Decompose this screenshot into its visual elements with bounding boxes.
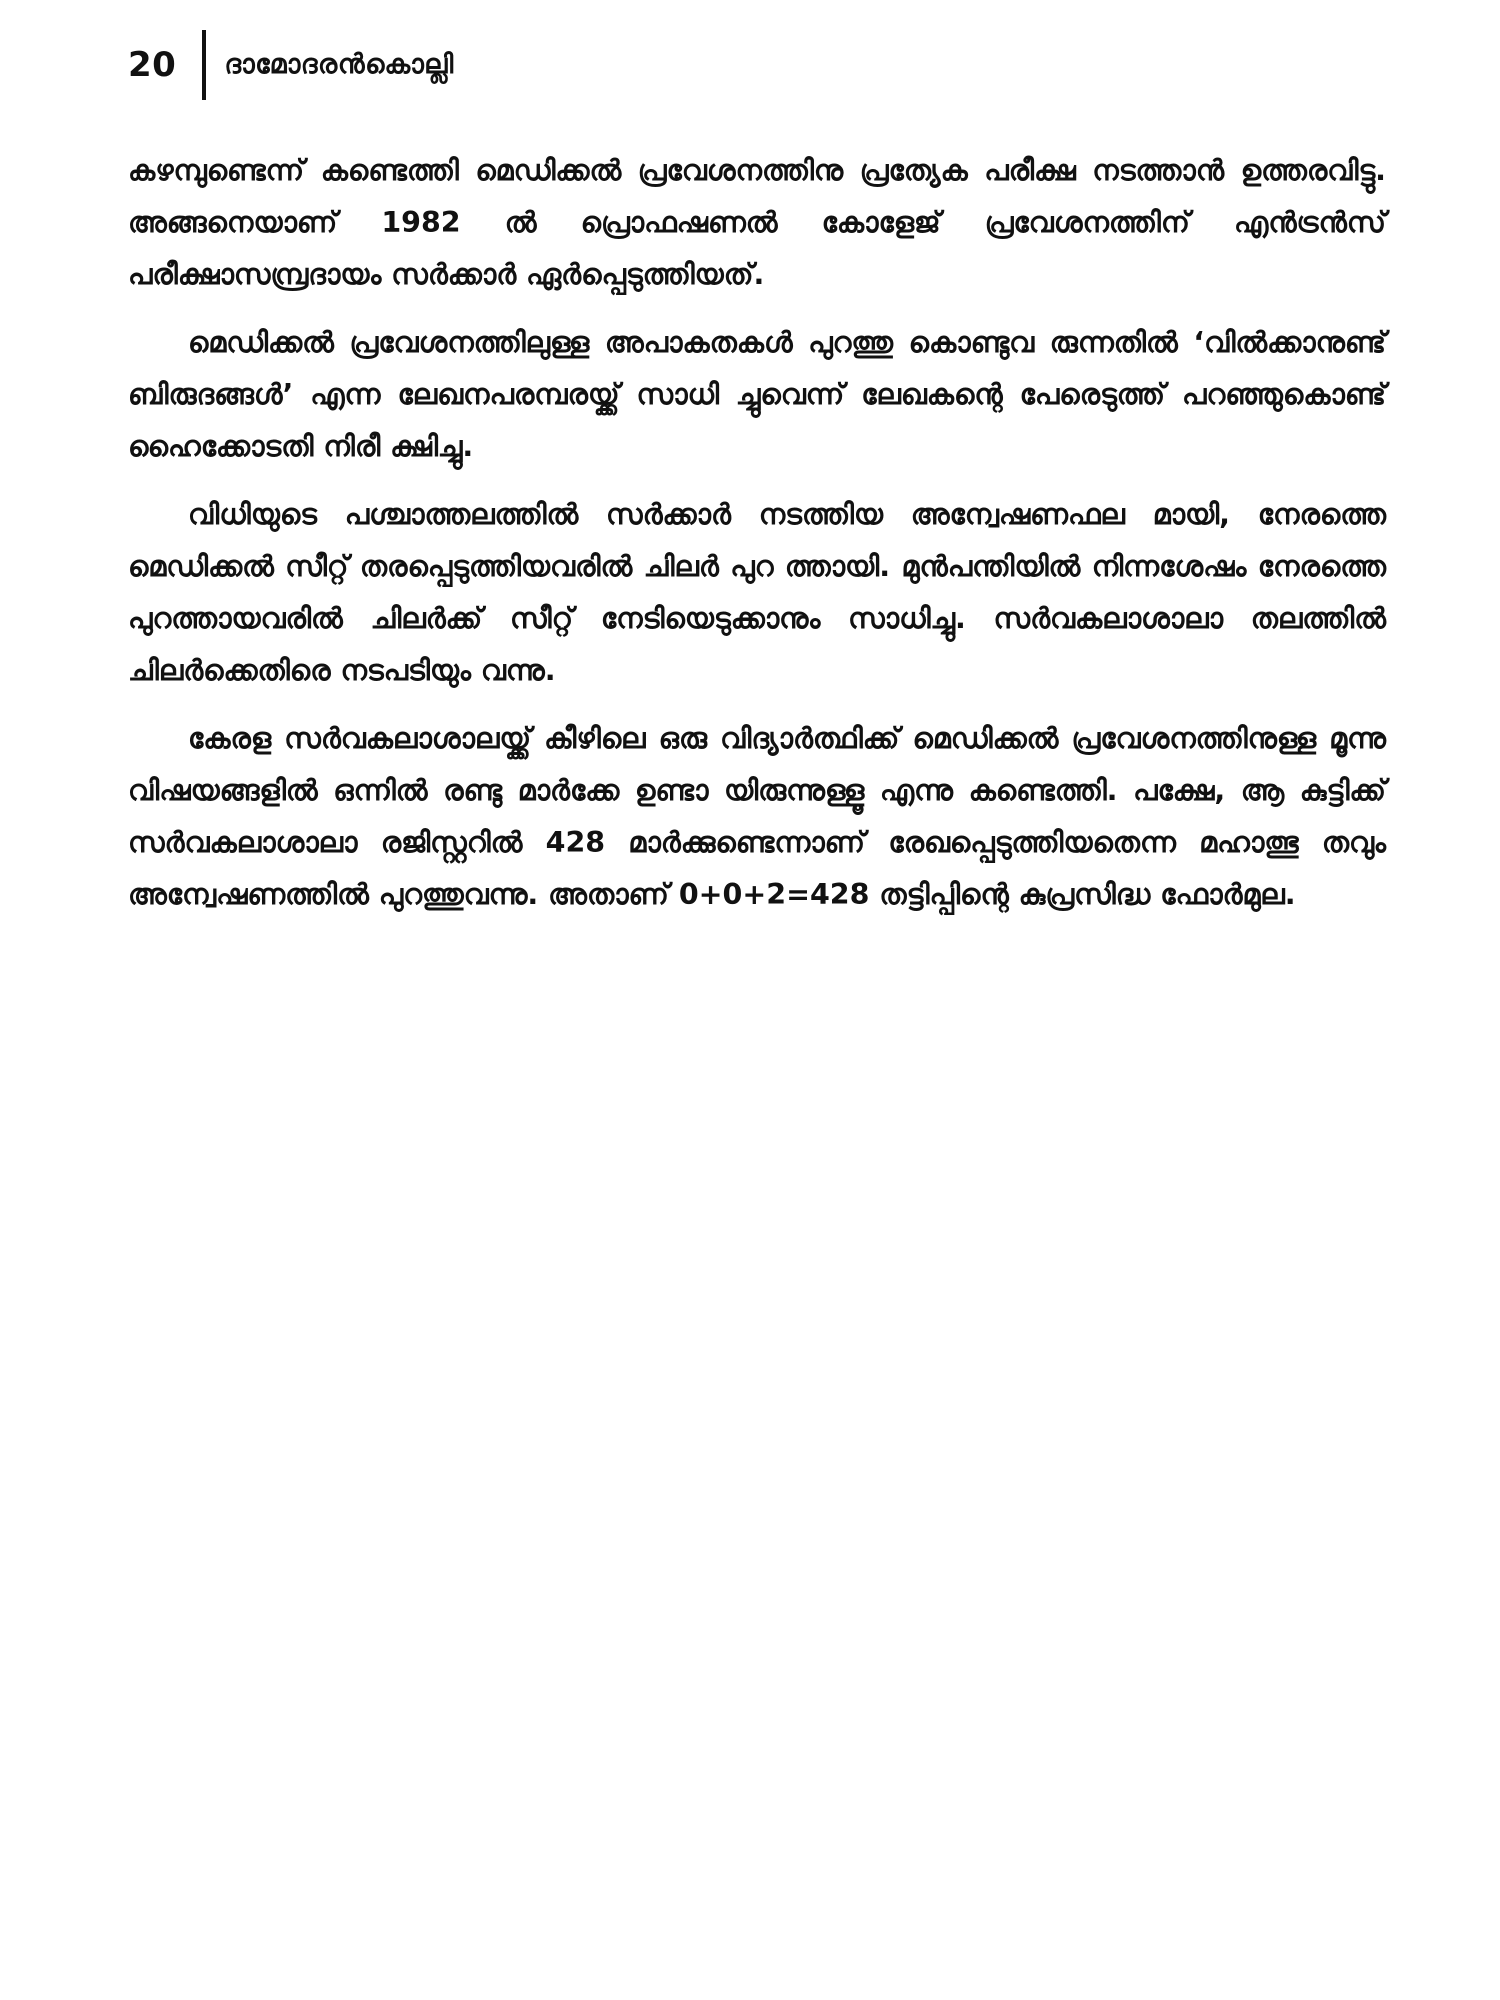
paragraph: വിധിയുടെ പശ്ചാത്തലത്തിൽ സർക്കാർ നടത്തിയ അന്വേഷണഫല മായി, നേരത്തെ മെഡിക്കൽ സീറ്റ് തരപ്പെടുത്തിയവരിൽ ചിലർ പുറ ത്തായി. മുൻപന്തിയിൽ നിന്നശേഷം നേരത്തെ പുറത്തായവരിൽ ചിലർക്ക് സീറ്റ് നേടിയെടുക്കാനും സാധിച്ചു. സർവകലാശാലാ തലത്തിൽ ചിലർക്കെതിരെ നടപടിയും വന്നു. [128, 498, 1386, 687]
header-divider [202, 30, 206, 100]
running-title: ദാമോദരൻകൊല്ലി [224, 49, 454, 80]
page-body [128, 145, 1386, 937]
paragraph: കഴമ്പുണ്ടെന്ന് കണ്ടെത്തി മെഡിക്കൽ പ്രവേശനത്തിനു പ്രത്യേക പരീക്ഷ നടത്താൻ ഉത്തരവിട്ടു. അങ്ങനെയാണ് 1982 ൽ പ്രൊഫഷണൽ കോളേജ് പ്രവേശനത്തിന് എൻട്രൻസ് പരീക്ഷാസമ്പ്രദായം സർക്കാർ ഏർപ്പെടുത്തിയത്. [128, 154, 1386, 291]
page-number: 20 [128, 45, 177, 85]
page-header [128, 30, 454, 100]
paragraph: മെഡിക്കൽ പ്രവേശനത്തിലുള്ള അപാകതകൾ പുറത്തു കൊണ്ടുവ രുന്നതിൽ ‘വിൽക്കാനുണ്ട് ബിരുദങ്ങൾ’ എന്ന ലേഖനപരമ്പരയ്ക്ക് സാധി ച്ചുവെന്ന് ലേഖകന്റെ പേരെടുത്ത് പറഞ്ഞുകൊണ്ട് ഹൈക്കോടതി നിരീ ക്ഷിച്ചു. [128, 326, 1386, 463]
paragraph: കേരള സർവകലാശാലയ്ക്ക് കീഴിലെ ഒരു വിദ്യാർത്ഥിക്ക് മെഡിക്കൽ പ്രവേശനത്തിനുള്ള മൂന്നു വിഷയങ്ങളിൽ ഒന്നിൽ രണ്ടു മാർക്കേ ഉണ്ടാ യിരുന്നുള്ളൂ എന്നു കണ്ടെത്തി. പക്ഷേ, ആ കുട്ടിക്ക് സർവകലാശാലാ രജിസ്റ്ററിൽ 428 മാർക്കുണ്ടെന്നാണ് രേഖപ്പെടുത്തിയതെന്ന മഹാത്ഭു തവും അന്വേഷണത്തിൽ പുറത്തുവന്നു. അതാണ് 0+0+2=428 തട്ടിപ്പിന്റെ കുപ്രസിദ്ധ ഫോർമുല. [128, 722, 1386, 911]
